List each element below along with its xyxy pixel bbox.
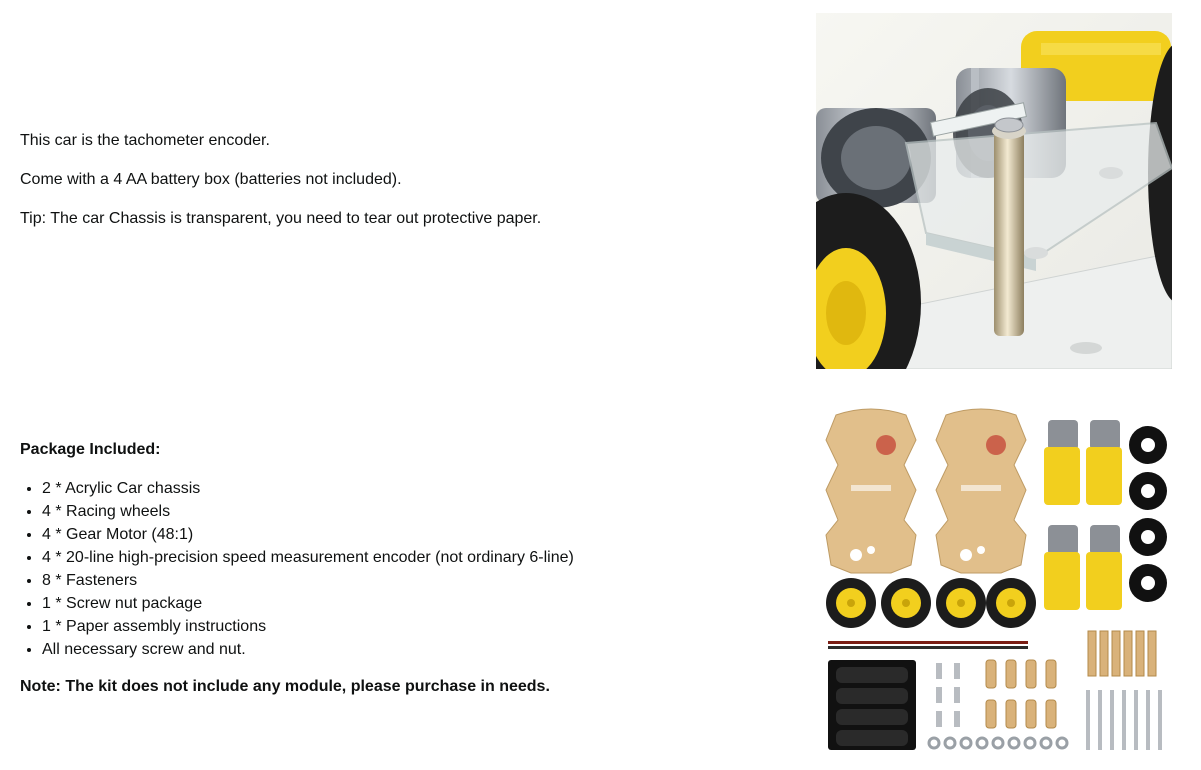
list-item: • 4 * 20-line high-precision speed measurement encoder (not ordinary 6-line) (42, 548, 780, 568)
list-item: • All necessary screw and nut. (42, 640, 780, 660)
acrylic-chassis-2 (936, 409, 1026, 573)
package-title: Package Included: (20, 441, 161, 458)
intro-line-encoder: This car is the tachometer encoder. (20, 132, 270, 149)
package-list (20, 479, 780, 660)
intro-line-battery: Come with a 4 AA battery box (batteries not included). (20, 171, 402, 188)
intro-text (20, 131, 780, 248)
list-item: • 4 * Racing wheels (42, 502, 780, 522)
package-text (20, 440, 780, 697)
battery-box (828, 660, 916, 750)
package-note: Note: The kit does not include any module, please purchase in needs. (20, 678, 550, 695)
acrylic-chassis-1 (826, 409, 916, 573)
list-item: • 1 * Screw nut package (42, 594, 780, 614)
list-item: • 1 * Paper assembly instructions (42, 617, 780, 637)
car-chassis-closeup-photo (816, 13, 1172, 369)
list-item: • 4 * Gear Motor (48:1) (42, 525, 780, 545)
list-item: • 2 * Acrylic Car chassis (42, 479, 780, 499)
list-item: • 8 * Fasteners (42, 571, 780, 591)
package-section (0, 385, 1201, 770)
kit-contents-photo (816, 405, 1172, 755)
intro-line-tip: Tip: The car Chassis is transparent, you need to tear out protective paper. (20, 210, 542, 227)
